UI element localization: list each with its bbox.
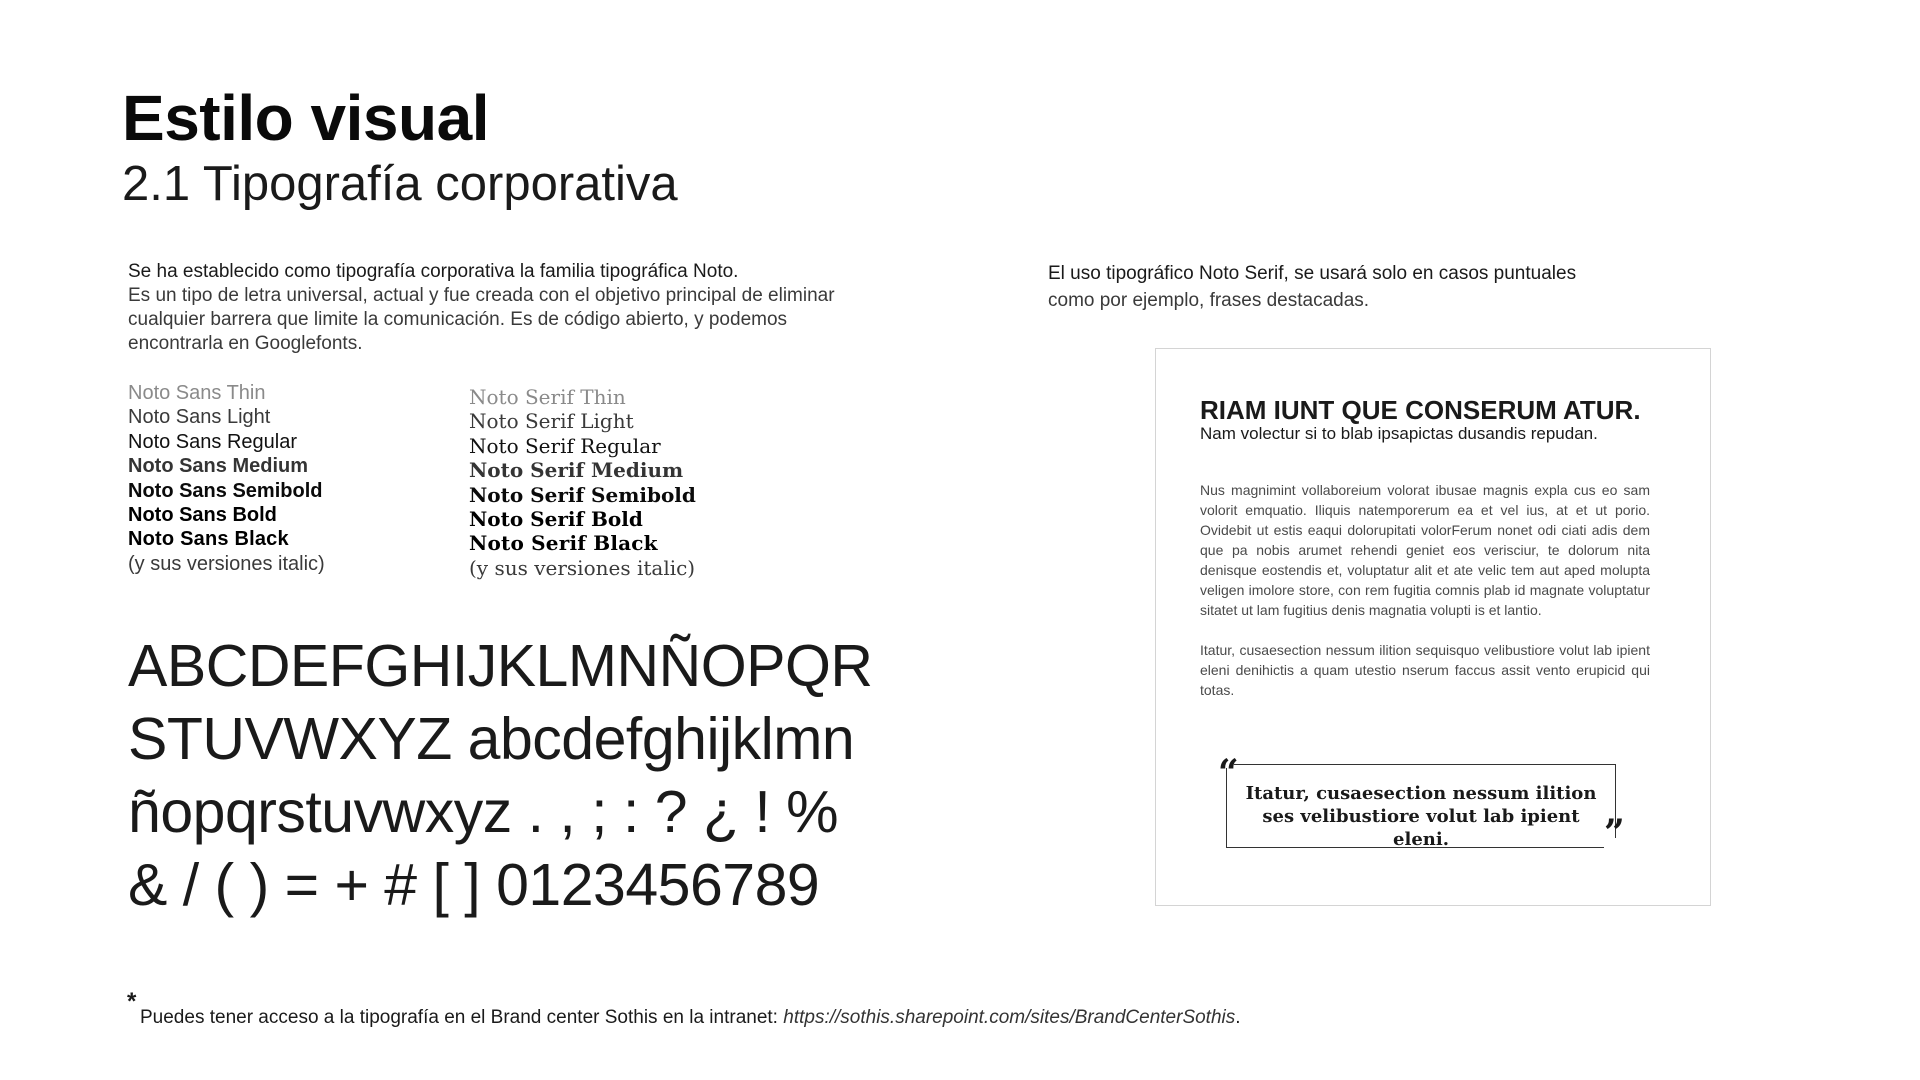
sans-weight-thin: Noto Sans Thin: [128, 382, 266, 404]
sample-paragraph: Itatur, cusaesection nessum ilition sequisquo velibustiore volut lab ipient eleni denihictis a quam utestio nserum faccus assit vento erupicid qui totas.: [1200, 642, 1650, 698]
footnote: [140, 1007, 1241, 1029]
open-quote-icon: “: [1218, 752, 1239, 794]
sample-heading: RIAM IUNT QUE CONSERUM ATUR.: [1200, 395, 1641, 425]
intro-line: cualquier barrera que limite la comunicación. Es de código abierto, y podemos: [128, 309, 788, 330]
serif-weight-semibold: Noto Serif Semibold: [469, 482, 696, 507]
specimen-line: STUVWXYZ abcdefghijklmn: [128, 706, 855, 772]
serif-note-line: como por ejemplo, frases destacadas.: [1048, 290, 1370, 311]
sans-italic-note: (y sus versiones italic): [128, 552, 325, 575]
footnote-end: .: [1235, 1007, 1241, 1028]
brand-center-link[interactable]: https://sothis.sharepoint.com/sites/BrandCenterSothis: [783, 1007, 1236, 1028]
specimen-line: ABCDEFGHIJKLMNÑOPQR: [128, 633, 873, 699]
serif-note-lead: El uso tipográfico Noto Serif, se usará solo en casos puntuales: [1048, 263, 1577, 284]
highlighted-quote: Itatur, cusaesection nessum ilition ses velibustiore volut lab ipient eleni.: [1245, 783, 1597, 850]
serif-weight-regular: Noto Serif Regular: [469, 433, 661, 458]
serif-weights-list: [469, 385, 696, 580]
serif-weight-medium: Noto Serif Medium: [469, 458, 684, 483]
character-specimen: [128, 630, 888, 922]
intro-line: Es un tipo de letra universal, actual y fue creada con el objetivo principal de eliminar: [128, 285, 835, 306]
sample-body: [1200, 480, 1650, 720]
sans-weights-list: [128, 381, 325, 576]
page-title: Estilo visual: [122, 82, 489, 154]
serif-weight-black: Noto Serif Black: [469, 531, 658, 556]
specimen-line: ñopqrstuvwxyz . , ; : ? ¿ ! %: [128, 779, 839, 845]
serif-weight-thin: Noto Serif Thin: [469, 385, 626, 409]
intro-line: encontrarla en Googlefonts.: [128, 333, 363, 354]
footnote-text: Puedes tener acceso a la tipografía en el Brand center Sothis en la intranet:: [140, 1007, 784, 1028]
sample-paragraph: Nus magnimint vollaboreium volorat ibusae magnis expla cus eo sam volorit emquatio. Iliquis natemporerum ea et vel ius, at et ut porio. Ovidebit ut estis eaqui dolorupitati volorFerum nonet odi ciati adis dem que pa nobis arumet rehendi geniet eos verisciur, te dolorum nita denisque eostendis et, voluptatur alit et ate velic tem aut aped molupta veligen imolore store, con rem fugitia comnis plab id magnate voluptatur sitatet ut lam fugitius denis magnatia volupti is et lantio.: [1200, 482, 1650, 618]
sample-subheading: Nam volectur si to blab ipsapictas dusandis repudan.: [1200, 424, 1598, 443]
serif-italic-note: (y sus versiones italic): [469, 555, 696, 580]
intro-lead: Se ha establecido como tipografía corporativa la familia tipográfica Noto.: [128, 261, 739, 282]
serif-usage-note: [1048, 260, 1608, 314]
intro-paragraph: [128, 260, 928, 356]
page-subtitle: 2.1 Tipografía corporativa: [122, 157, 678, 211]
sans-weight-black: Noto Sans Black: [128, 528, 289, 551]
serif-weight-bold: Noto Serif Bold: [469, 507, 643, 532]
sans-weight-bold: Noto Sans Bold: [128, 504, 277, 527]
close-quote-icon: ”: [1604, 812, 1625, 854]
serif-weight-light: Noto Serif Light: [469, 409, 634, 434]
sans-weight-regular: Noto Sans Regular: [128, 430, 297, 453]
sans-weight-medium: Noto Sans Medium: [128, 455, 309, 478]
footnote-asterisk: *: [127, 988, 137, 1015]
specimen-line: & / ( ) = + # [ ] 0123456789: [128, 852, 820, 918]
sans-weight-semibold: Noto Sans Semibold: [128, 479, 323, 502]
sans-weight-light: Noto Sans Light: [128, 406, 271, 429]
